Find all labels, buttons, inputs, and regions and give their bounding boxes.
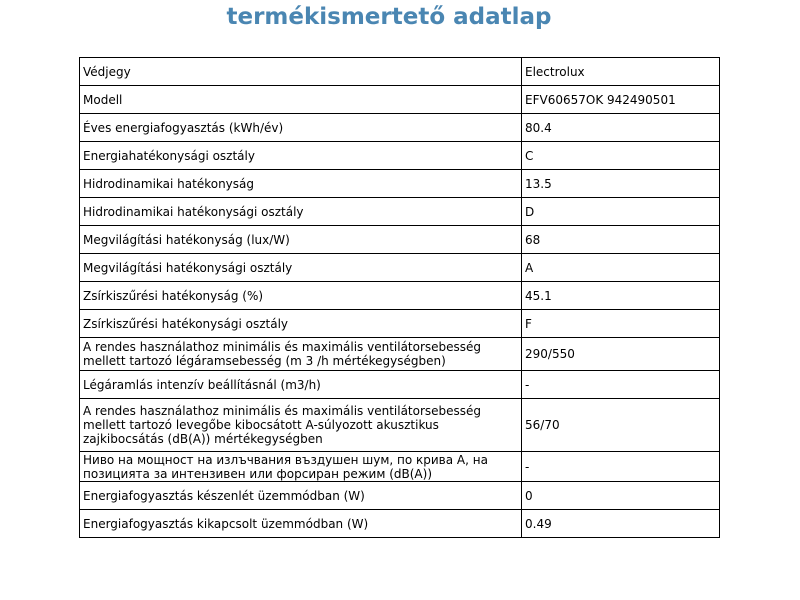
table-row	[80, 198, 720, 226]
table-row	[80, 282, 720, 310]
row-label: Hidrodinamikai hatékonysági osztály	[80, 198, 522, 226]
row-value: EFV60657OK 942490501	[522, 86, 720, 114]
row-value: F	[522, 310, 720, 338]
row-value: 13.5	[522, 170, 720, 198]
row-label: Hidrodinamikai hatékonyság	[80, 170, 522, 198]
row-label: Védjegy	[80, 58, 522, 86]
row-label: Energiafogyasztás készenlét üzemmódban (W)	[80, 482, 522, 510]
row-label: A rendes használathoz minimális és maximális ventilátorsebesség mellett tartozó levegőbe kibocsátott A-súlyozott akusztikus zajkibocsátás (dB(A)) mértékegységben	[80, 399, 522, 452]
row-value: D	[522, 198, 720, 226]
table-row	[80, 310, 720, 338]
row-value: 0.49	[522, 510, 720, 538]
table-row	[80, 226, 720, 254]
row-label: A rendes használathoz minimális és maximális ventilátorsebesség mellett tartozó légáramsebesség (m 3 /h mértékegységben)	[80, 338, 522, 371]
table-row	[80, 510, 720, 538]
row-label: Megvilágítási hatékonyság (lux/W)	[80, 226, 522, 254]
row-label: Megvilágítási hatékonysági osztály	[80, 254, 522, 282]
row-value: -	[522, 371, 720, 399]
row-value: A	[522, 254, 720, 282]
row-value: 290/550	[522, 338, 720, 371]
table-row	[80, 142, 720, 170]
table-row	[80, 482, 720, 510]
table-row	[80, 114, 720, 142]
row-value: 0	[522, 482, 720, 510]
row-label: Modell	[80, 86, 522, 114]
row-value: C	[522, 142, 720, 170]
table-row	[80, 58, 720, 86]
row-value: 45.1	[522, 282, 720, 310]
row-label: Éves energiafogyasztás (kWh/év)	[80, 114, 522, 142]
row-label: Energiafogyasztás kikapcsolt üzemmódban (W)	[80, 510, 522, 538]
table-row	[80, 254, 720, 282]
row-value: 68	[522, 226, 720, 254]
product-spec-table	[79, 57, 720, 538]
row-value: 56/70	[522, 399, 720, 452]
table-row	[80, 452, 720, 482]
page-title: termékismertető adatlap	[226, 4, 552, 30]
row-label: Légáramlás intenzív beállításnál (m3/h)	[80, 371, 522, 399]
table-row	[80, 86, 720, 114]
row-value: 80.4	[522, 114, 720, 142]
table-row	[80, 371, 720, 399]
row-label: Zsírkiszűrési hatékonyság (%)	[80, 282, 522, 310]
row-label: Ниво на мощност на излъчвания въздушен шум, по крива А, на позицията за интензивен или форсиран режим (dB(A))	[80, 452, 522, 482]
row-value: Electrolux	[522, 58, 720, 86]
table-row	[80, 399, 720, 452]
row-label: Zsírkiszűrési hatékonysági osztály	[80, 310, 522, 338]
table-row	[80, 170, 720, 198]
row-value: -	[522, 452, 720, 482]
row-label: Energiahatékonysági osztály	[80, 142, 522, 170]
table-row	[80, 338, 720, 371]
